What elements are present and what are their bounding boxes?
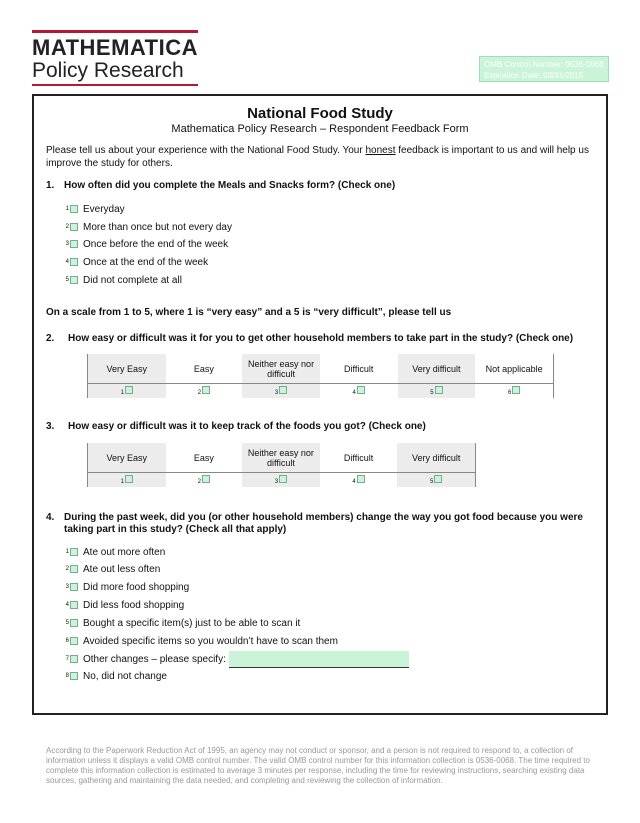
question-4: 4. During the past week, did you (or other household members) change the way you got food because you were taking part in this study? (Check all that apply) xyxy=(46,512,583,535)
q4-option-3[interactable]: 3 Did more food shopping xyxy=(65,581,190,593)
checkbox[interactable] xyxy=(70,240,78,248)
omb-expiration-date: Expiration Date: 03/31/2015 xyxy=(484,71,584,80)
q1-option-1[interactable]: 1 Everyday xyxy=(65,203,125,215)
scale-instructions: On a scale from 1 to 5, where 1 is “very easy” and a 5 is “very difficult”, please tell us xyxy=(46,307,452,318)
checkbox[interactable] xyxy=(125,475,133,483)
checkbox[interactable] xyxy=(70,583,78,591)
q2-option-2[interactable]: 2 xyxy=(166,384,243,399)
checkbox[interactable] xyxy=(512,386,520,394)
q2-col-4-label: Difficult xyxy=(320,354,398,384)
q3-option-4[interactable]: 4 xyxy=(320,473,398,488)
checkbox[interactable] xyxy=(202,386,210,394)
q4-option-8[interactable]: 8 No, did not change xyxy=(65,670,167,682)
q3-option-1[interactable]: 1 xyxy=(88,473,166,488)
checkbox[interactable] xyxy=(70,276,78,284)
checkbox[interactable] xyxy=(70,601,78,609)
logo xyxy=(32,30,198,86)
checkbox[interactable] xyxy=(70,548,78,556)
checkbox[interactable] xyxy=(70,223,78,231)
q3-scale-table xyxy=(87,443,476,487)
checkbox[interactable] xyxy=(279,475,287,483)
q4-option-2[interactable]: 2 Ate out less often xyxy=(65,563,161,575)
q1-option-5[interactable]: 5 Did not complete at all xyxy=(65,274,182,286)
q3-option-2[interactable]: 2 xyxy=(166,473,243,488)
logo-wordmark: MATHEMATICA xyxy=(32,35,198,60)
q2-scale-table xyxy=(87,354,554,398)
intro-text: Please tell us about your experience with the National Food Study. Your honest feedback is important to us and will help us improve the study for others. xyxy=(46,145,589,169)
checkbox[interactable] xyxy=(202,475,210,483)
q3-col-5-label: Very difficult xyxy=(397,443,475,473)
checkbox[interactable] xyxy=(70,258,78,266)
checkbox[interactable] xyxy=(357,386,365,394)
omb-control-number: OMB Control Number: 0536-0068 xyxy=(484,60,604,69)
checkbox[interactable] xyxy=(70,619,78,627)
checkbox[interactable] xyxy=(279,386,287,394)
checkbox[interactable] xyxy=(434,475,442,483)
checkbox[interactable] xyxy=(70,655,78,663)
q2-option-6[interactable]: 6 xyxy=(475,384,553,399)
q1-option-4[interactable]: 4 Once at the end of the week xyxy=(65,256,209,268)
q3-col-4-label: Difficult xyxy=(320,443,398,473)
emphasis-honest: honest xyxy=(365,145,396,156)
q2-option-3[interactable]: 3 xyxy=(242,384,320,399)
checkbox[interactable] xyxy=(357,475,365,483)
checkbox[interactable] xyxy=(70,205,78,213)
q1-option-3[interactable]: 3 Once before the end of the week xyxy=(65,238,229,250)
q2-col-2-label: Easy xyxy=(166,354,243,384)
q2-col-6-label: Not applicable xyxy=(475,354,553,384)
checkbox[interactable] xyxy=(70,672,78,680)
q2-col-5-label: Very difficult xyxy=(398,354,476,384)
question-2: 2. How easy or difficult was it for you to get other household members to take part in the study? (Check one) xyxy=(46,333,574,344)
q3-col-1-label: Very Easy xyxy=(88,443,166,473)
q3-col-3-label: Neither easy nor difficult xyxy=(242,443,320,473)
q2-option-5[interactable]: 5 xyxy=(398,384,476,399)
q1-option-2[interactable]: 2 More than once but not every day xyxy=(65,221,232,233)
logo-bottom-bar xyxy=(32,84,198,86)
q4-option-7[interactable]: 7 Other changes – please specify: xyxy=(62,650,409,668)
q4-option-6[interactable]: 6 Avoided specific items so you wouldn’t have to scan them xyxy=(65,635,338,647)
page-subtitle: Mathematica Policy Research – Respondent Feedback Form xyxy=(171,123,469,135)
q4-option-1[interactable]: 1 Ate out more often xyxy=(65,546,166,558)
checkbox[interactable] xyxy=(125,386,133,394)
q3-col-2-label: Easy xyxy=(166,443,243,473)
q4-option-5[interactable]: 5 Bought a specific item(s) just to be able to scan it xyxy=(65,617,301,629)
question-3: 3. How easy or difficult was it to keep track of the foods you got? (Check one) xyxy=(46,421,426,432)
q4-option-4[interactable]: 4 Did less food shopping xyxy=(65,599,185,611)
q2-col-1-label: Very Easy xyxy=(88,354,166,384)
checkbox[interactable] xyxy=(435,386,443,394)
other-changes-input[interactable] xyxy=(229,651,409,668)
omb-box xyxy=(479,56,609,82)
page-title: National Food Study xyxy=(247,105,393,122)
logo-tagline: Policy Research xyxy=(32,59,184,82)
logo-top-bar xyxy=(32,30,198,33)
q3-option-5[interactable]: 5 xyxy=(397,473,475,488)
question-1: 1. How often did you complete the Meals and Snacks form? (Check one) xyxy=(46,180,396,191)
q2-option-1[interactable]: 1 xyxy=(88,384,166,399)
checkbox[interactable] xyxy=(70,637,78,645)
q2-col-3-label: Neither easy nor difficult xyxy=(242,354,320,384)
q3-option-3[interactable]: 3 xyxy=(242,473,320,488)
q2-option-4[interactable]: 4 xyxy=(320,384,398,399)
checkbox[interactable] xyxy=(70,565,78,573)
paperwork-notice: According to the Paperwork Reduction Act of 1995, an agency may not conduct or sponsor, and a person is not required to respond to, a collection of information unless it displays a valid OMB control number. The valid OMB control number for this information collection is 0536-0068. The time required to complete this information collection is estimated to average 3 minutes per response, including the time for reviewing instructions, searching existing data sources, gathering and maintaining the data needed, and completing and reviewing the collection of information. xyxy=(46,746,590,785)
